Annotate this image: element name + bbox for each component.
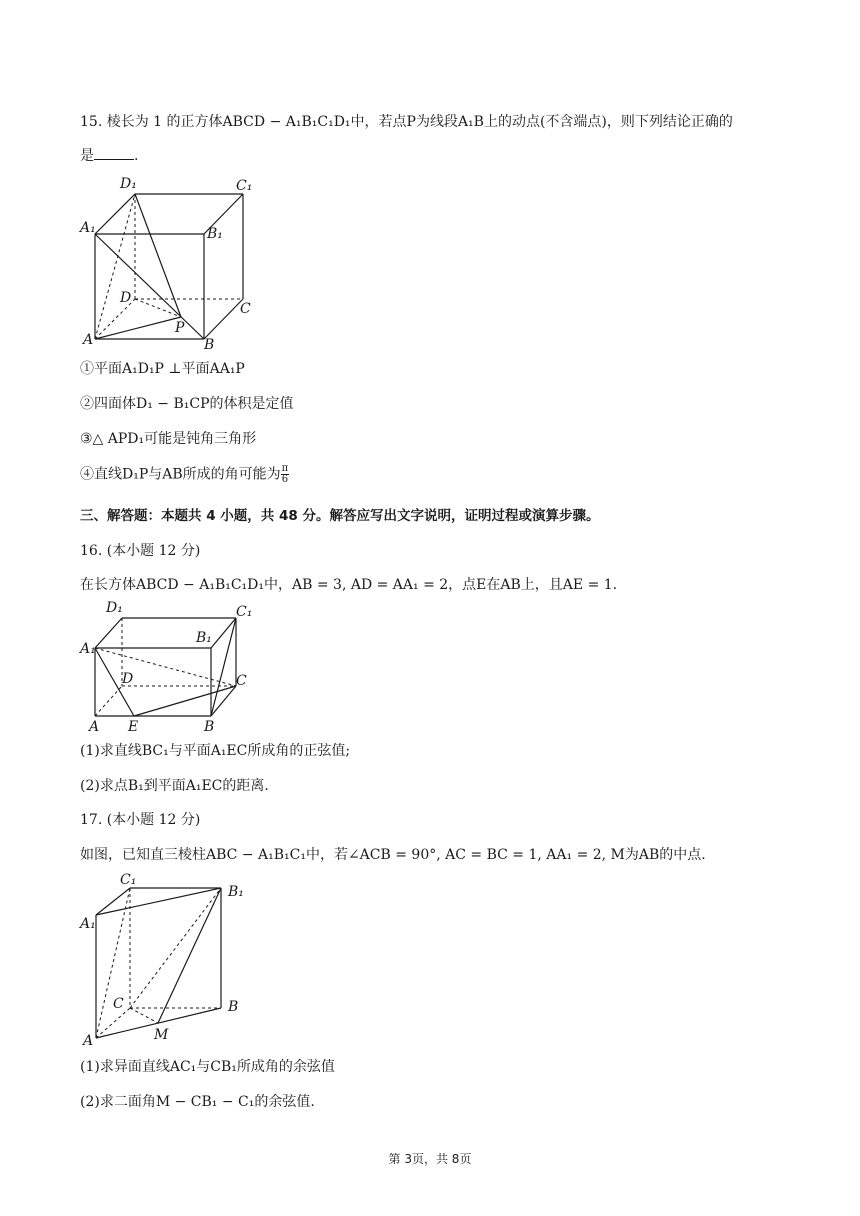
label-B: B [204, 337, 215, 353]
label-A: A [83, 332, 94, 348]
q16-title: 16. (本小题 12 分) [80, 543, 201, 559]
label-D1: D₁ [120, 176, 137, 192]
section-3-header: 三、解答题：本题共 4 小题，共 48 分。解答应写出文字说明，证明过程或演算步骤。 [80, 508, 600, 524]
q16-part-2: (2)求点B₁到平面A₁EC的距离. [80, 778, 269, 794]
q15-cube-figure [78, 172, 268, 352]
q16-stem: 在长方体ABCD − A₁B₁C₁D₁中，AB = 3, AD = AA₁ = 2，点E在AB上，且AE = 1. [80, 577, 618, 593]
q15-option-3: ③△ APD₁可能是钝角三角形 [80, 431, 257, 447]
label-B: B [228, 999, 239, 1015]
q17-title: 17. (本小题 12 分) [80, 812, 201, 828]
q17-part-1: (1)求异面直线AC₁与CB₁所成角的余弦值 [80, 1059, 335, 1075]
label-B1: B₁ [207, 226, 223, 242]
label-P: P [175, 320, 185, 336]
label-B1: B₁ [196, 630, 212, 646]
label-C: C [113, 996, 124, 1012]
q15-stem-line2-pre: 是 [80, 148, 94, 164]
label-D: D [120, 290, 132, 306]
label-M: M [154, 1027, 169, 1043]
fraction-numerator: π [281, 463, 289, 474]
label-A1: A₁ [80, 220, 96, 236]
label-B1: B₁ [228, 884, 244, 900]
label-C1: C₁ [236, 604, 253, 620]
q16-part-1: (1)求直线BC₁与平面A₁EC所成角的正弦值; [80, 743, 351, 759]
q15-option-1: ①平面A₁D₁P ⊥平面AA₁P [80, 361, 245, 377]
pi-over-6-fraction [281, 464, 290, 485]
label-A1: A₁ [80, 916, 96, 932]
fraction-denominator: 6 [281, 474, 289, 485]
q15-stem-line2 [80, 146, 138, 166]
label-C: C [236, 673, 247, 689]
label-A1: A₁ [80, 641, 96, 657]
label-A: A [83, 1033, 94, 1049]
q15-stem-line1: 15. 棱长为 1 的正方体ABCD − A₁B₁C₁D₁中，若点P为线段A₁B上的动点(不含端点)，则下列结论正确的 [80, 114, 733, 130]
label-B: B [204, 719, 215, 735]
label-E: E [128, 719, 139, 735]
q17-part-2: (2)求二面角M − CB₁ − C₁的余弦值. [80, 1094, 315, 1110]
label-D: D [122, 671, 134, 687]
label-D1: D₁ [106, 600, 123, 616]
q16-cuboid-figure [78, 598, 268, 738]
page-footer: 第 3页，共 8页 [388, 1152, 472, 1166]
q17-stem: 如图，已知直三棱柱ABC − A₁B₁C₁中，若∠ACB = 90°, AC = BC = 1, AA₁ = 2, M为AB的中点. [80, 847, 706, 863]
label-C1: C₁ [236, 178, 253, 194]
q15-option-4-text: ④直线D₁P与AB所成的角可能为 [80, 466, 281, 483]
label-C: C [240, 301, 251, 317]
q17-prism-figure [78, 868, 268, 1048]
q15-stem-line2-post: . [134, 148, 139, 164]
answer-blank [94, 147, 134, 160]
label-C1: C₁ [120, 872, 137, 888]
q15-option-2: ②四面体D₁ − B₁CP的体积是定值 [80, 396, 294, 412]
label-A: A [89, 719, 100, 735]
q15-option-4 [80, 464, 289, 485]
